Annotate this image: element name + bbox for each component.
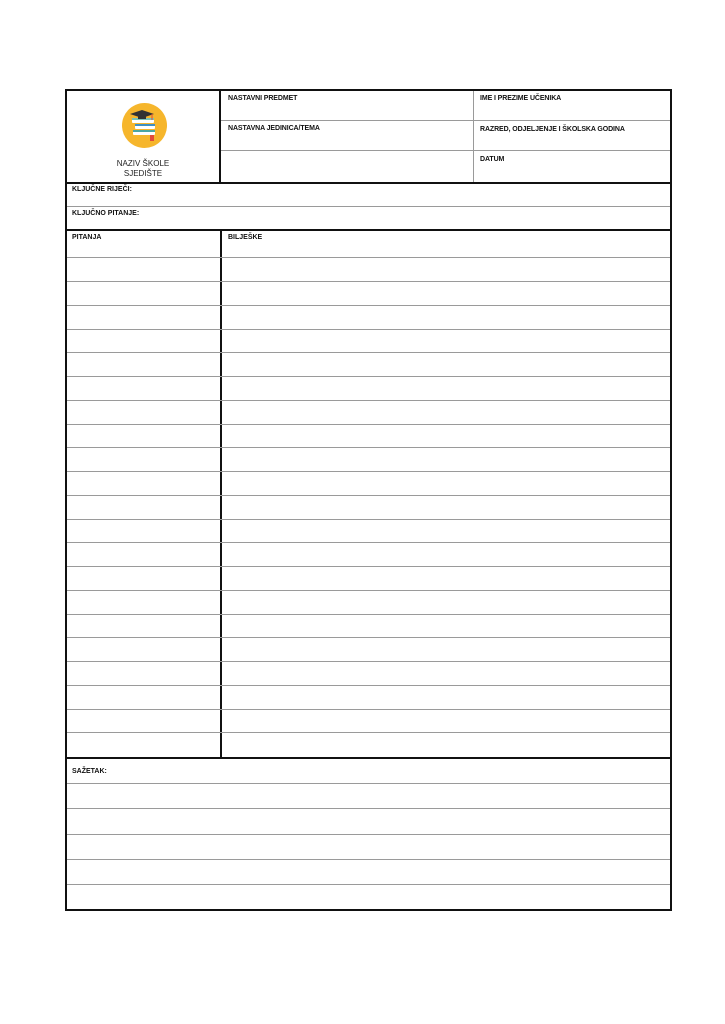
notes-line	[67, 637, 670, 638]
keywords-label: KLJUČNE RIJEČI:	[72, 186, 132, 193]
summary-line	[67, 808, 670, 809]
school-logo-cell	[67, 91, 221, 182]
student-name-field-label: IME I PREZIME UČENIKA	[480, 95, 562, 102]
notes-line	[67, 352, 670, 353]
unit-field-label: NASTAVNA JEDINICA/TEMA	[228, 125, 320, 132]
class-year-field-label: RAZRED, ODJELJENJE I ŠKOLSKA GODINA	[480, 126, 625, 133]
notes-line	[67, 566, 670, 567]
notes-line	[67, 257, 670, 258]
key-question-label: KLJUČNO PITANJE:	[72, 210, 140, 217]
cornell-notes-sheet	[65, 89, 672, 911]
school-name: NAZIV ŠKOLE	[116, 159, 170, 168]
notes-line	[67, 709, 670, 710]
keywords-divider	[67, 206, 670, 207]
header-row-divider	[221, 120, 670, 121]
notes-line	[67, 495, 670, 496]
subject-field-label: NASTAVNI PREDMET	[228, 95, 298, 102]
summary-line	[67, 834, 670, 835]
notes-line	[67, 661, 670, 662]
summary-label: SAŽETAK:	[72, 768, 107, 775]
notes-line	[67, 329, 670, 330]
notes-line	[67, 590, 670, 591]
header-block	[67, 91, 670, 184]
summary-line	[67, 783, 670, 784]
notes-line	[67, 685, 670, 686]
graduation-cap-books-icon	[122, 103, 167, 148]
notes-line	[67, 519, 670, 520]
header-column-divider	[473, 91, 474, 182]
notes-line	[67, 400, 670, 401]
summary-line	[67, 859, 670, 860]
notes-line	[67, 614, 670, 615]
school-seat: SJEDIŠTE	[123, 169, 163, 178]
header-row-divider	[221, 150, 670, 151]
notes-column-header: BILJEŠKE	[228, 234, 263, 241]
notes-line	[67, 447, 670, 448]
summary-line	[67, 884, 670, 885]
questions-column-header: PITANJA	[72, 234, 102, 241]
questions-notes-divider	[220, 231, 222, 757]
notes-line	[67, 732, 670, 733]
notes-line	[67, 424, 670, 425]
notes-line	[67, 376, 670, 377]
section-divider	[67, 229, 670, 231]
summary-divider	[67, 757, 670, 759]
school-logo	[122, 103, 167, 148]
notes-line	[67, 471, 670, 472]
notes-line	[67, 281, 670, 282]
notes-line	[67, 305, 670, 306]
notes-line	[67, 542, 670, 543]
date-field-label: DATUM	[480, 156, 505, 163]
